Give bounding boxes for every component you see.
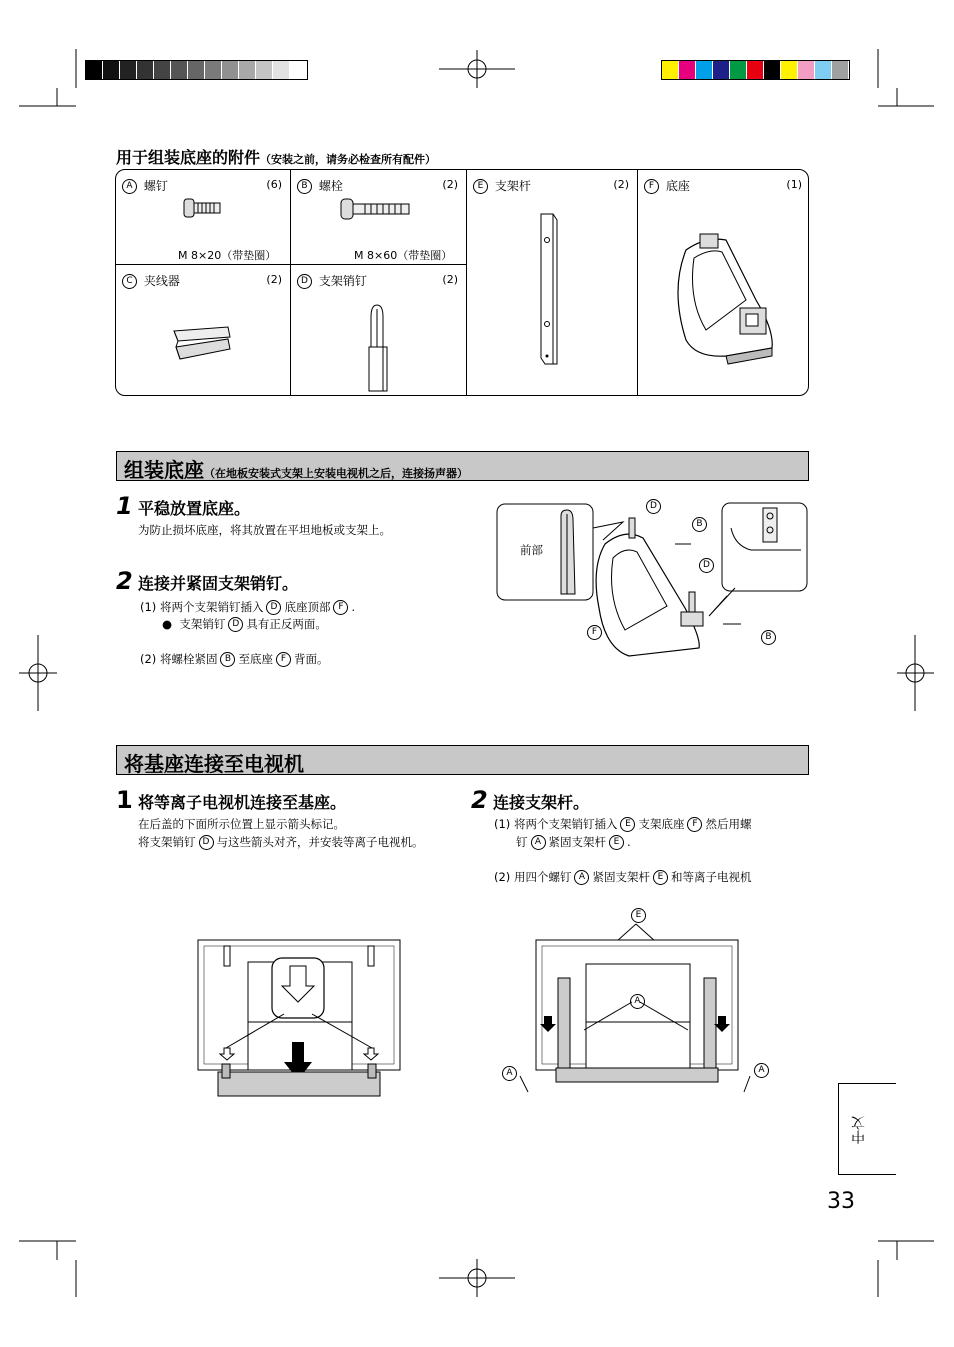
part-e-qty: (2) <box>613 178 629 191</box>
cable-clamp-image <box>170 325 234 365</box>
gray-swatch <box>222 61 239 79</box>
s1-step2-line2: (2) 将螺栓紧固 B 至底座 F 背面。 <box>140 652 329 666</box>
part-f-qty: (1) <box>786 178 802 191</box>
part-b-name: 螺栓 <box>318 179 343 193</box>
section-attach-tv-bar <box>116 745 809 775</box>
bolt-image <box>339 196 413 222</box>
s1-step2-line1: (1) 将两个支架销钉插入 D 底座顶部 F . <box>140 600 356 614</box>
screw-image <box>182 196 224 220</box>
part-a-spec: M 8×20（带垫圈） <box>178 249 277 262</box>
tv-attach-figure <box>196 938 404 1100</box>
part-d-name: 支架销钉 <box>318 274 367 288</box>
parts-heading <box>116 145 436 168</box>
s2-step1-line2: 将支架销钉 D 与这些箭头对齐，并安装等离子电视机。 <box>138 835 424 849</box>
gray-swatch <box>171 61 188 79</box>
fig1-mark-b1: B <box>692 517 707 532</box>
color-swatch <box>815 61 832 79</box>
gray-swatch <box>205 61 222 79</box>
part-c-name: 夹线器 <box>143 274 180 288</box>
section-assemble-base-bar <box>116 451 809 481</box>
gray-swatch <box>103 61 120 79</box>
fig2-mark-a-right: A <box>754 1063 769 1078</box>
fig1-mark-d2: D <box>699 558 714 573</box>
part-c-qty: (2) <box>266 273 282 286</box>
fig2-mark-a-center: A <box>630 994 645 1009</box>
gray-swatch <box>273 61 290 79</box>
mark-c: C <box>122 274 137 289</box>
mark-d: D <box>297 274 312 289</box>
fig2-mark-a-left: A <box>502 1066 517 1081</box>
s2-step2-line1-cont: 钉 A 紧固支架杆 E . <box>516 835 631 849</box>
part-b-qty: (2) <box>442 178 458 191</box>
part-a-qty: (6) <box>266 178 282 191</box>
color-swatch <box>832 61 849 79</box>
s2-step2-num: 2 <box>471 786 488 814</box>
color-swatch <box>764 61 781 79</box>
s2-step2-line1: (1) 将两个支架销钉插入 E 支架底座 F 然后用螺 <box>494 817 752 831</box>
part-a-name: 螺钉 <box>143 179 168 193</box>
part-b-spec: M 8×60（带垫圈） <box>354 249 453 262</box>
part-d-cell <box>291 265 466 396</box>
gray-swatch <box>188 61 205 79</box>
part-b-cell <box>291 170 466 264</box>
gray-swatch <box>239 61 256 79</box>
s1-step2-num: 2 <box>116 567 133 595</box>
s1-step1-text: 为防止损坏底座，将其放置在平坦地板或支架上。 <box>138 523 391 537</box>
part-f-cell <box>638 170 809 396</box>
parts-title: 用于组装底座的附件 <box>116 148 261 167</box>
front-label: 前部 <box>520 543 543 557</box>
color-swatch <box>679 61 696 79</box>
s1-step2-bullet: ● 支架销钉 D 具有正反两面。 <box>162 617 327 631</box>
color-swatch <box>798 61 815 79</box>
section2-title: 将基座连接至电视机 <box>124 752 304 776</box>
s2-step1-line1: 在后盖的下面所示位置上显示箭头标记。 <box>138 817 345 831</box>
part-a-cell <box>116 170 290 264</box>
language-tab <box>838 1083 896 1175</box>
s2-step2-line2: (2) 用四个螺钉 A 紧固支架杆 E 和等离子电视机 <box>494 870 752 884</box>
gray-swatch <box>137 61 154 79</box>
base-image <box>666 230 786 365</box>
mark-f: F <box>644 179 659 194</box>
gray-swatch <box>290 61 307 79</box>
mark-e: E <box>473 179 488 194</box>
section1-subtitle: （在地板安装式支架上安装电视机之后，连接扬声器） <box>204 467 468 480</box>
s2-step1-num: 1 <box>116 786 133 814</box>
s2-step2-title: 连接支架杆。 <box>493 793 590 812</box>
color-swatch <box>713 61 730 79</box>
part-e-cell <box>467 170 637 396</box>
s1-step2-title: 连接并紧固支架销钉。 <box>138 574 299 593</box>
color-swatch <box>696 61 713 79</box>
color-swatch <box>662 61 679 79</box>
mark-a: A <box>122 179 137 194</box>
gray-swatch <box>154 61 171 79</box>
s1-step1-title: 平稳放置底座。 <box>138 499 251 518</box>
grayscale-bar <box>85 60 308 80</box>
color-bar <box>661 60 850 80</box>
part-c-cell <box>116 265 290 396</box>
s2-step1-title: 将等离子电视机连接至基座。 <box>138 793 347 812</box>
color-swatch <box>730 61 747 79</box>
fig1-mark-d1: D <box>646 499 661 514</box>
mark-b: B <box>297 179 312 194</box>
section1-title: 组装底座 <box>124 458 204 482</box>
fig1-mark-b2: B <box>761 630 776 645</box>
gray-swatch <box>120 61 137 79</box>
part-f-name: 底座 <box>665 179 690 193</box>
part-d-qty: (2) <box>442 273 458 286</box>
gray-swatch <box>86 61 103 79</box>
gray-swatch <box>256 61 273 79</box>
color-swatch <box>781 61 798 79</box>
fig1-mark-f: F <box>587 625 602 640</box>
page-number: 33 <box>827 1189 855 1214</box>
stand-pin-image <box>365 303 391 393</box>
parts-subtitle: （安装之前，请务必检查所有配件） <box>260 153 437 166</box>
parts-table <box>115 169 809 396</box>
language-tab-label: 中文 <box>851 1116 867 1144</box>
part-e-name: 支架杆 <box>494 179 531 193</box>
color-swatch <box>747 61 764 79</box>
stand-rod-image <box>537 210 561 370</box>
s1-step1-num: 1 <box>116 492 133 520</box>
fig2-mark-e: E <box>631 908 646 923</box>
